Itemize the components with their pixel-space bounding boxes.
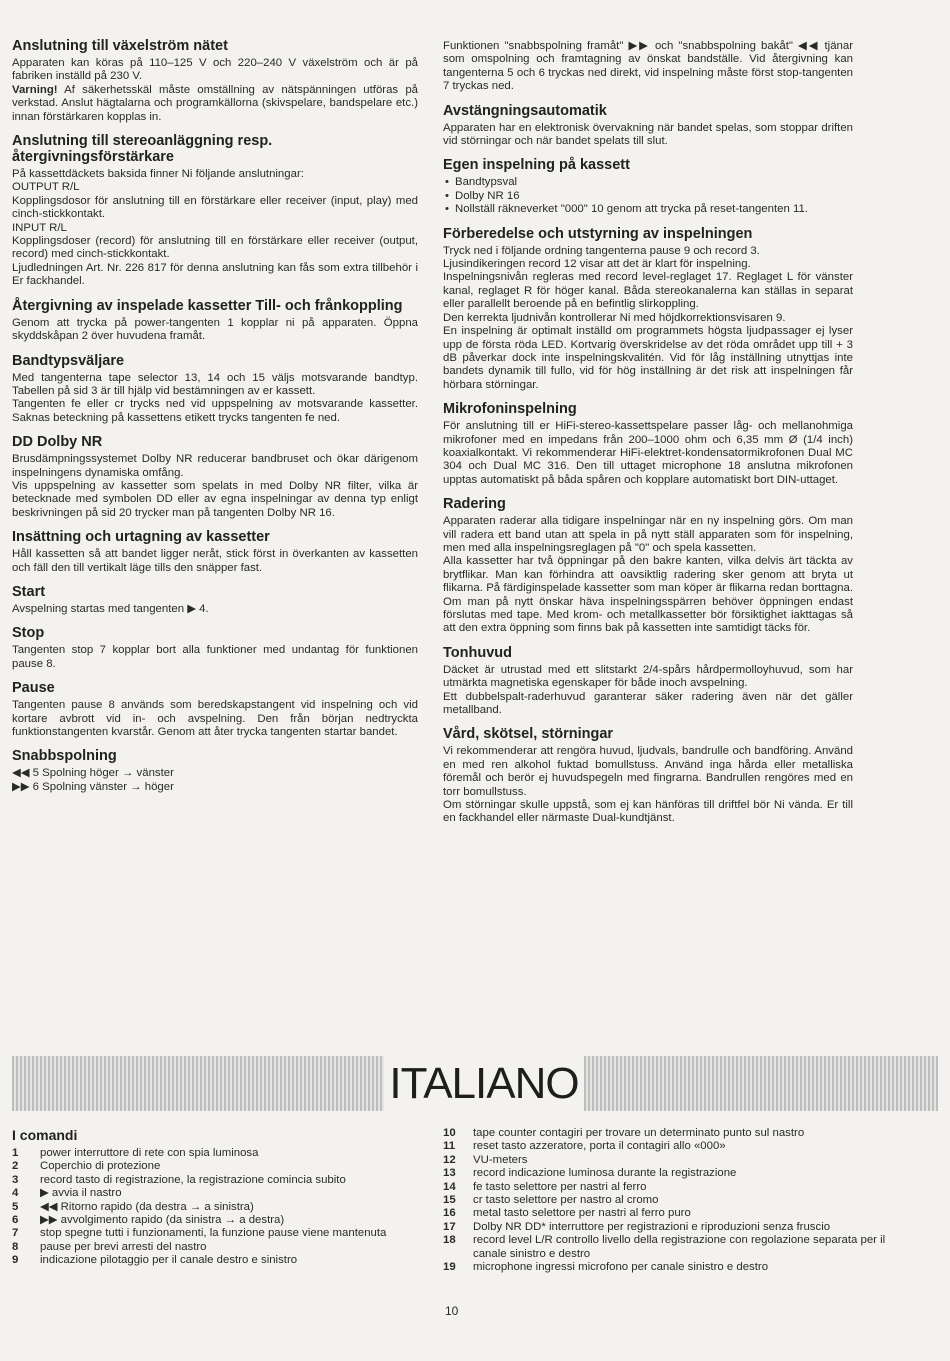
list-item: • Nollställ räkneverket "000" 10 genom att trycka på reset-tangenten 11. [443,203,853,216]
controls-items [12,1147,432,1268]
paragraph: INPUT R/L [12,221,67,234]
paragraph: Ljusindikeringen record 12 visar att det är klart för inspelning. [443,258,751,271]
section-title: Anslutning till stereoanläggning resp. återgivningsförstärkare [12,133,273,166]
left-column [12,38,418,794]
section-title: Vård, skötsel, störningar [443,726,614,743]
control-number: 1 [12,1147,19,1159]
controls-list-left [12,1127,432,1268]
paragraph: Vi rekommenderar att rengöra huvud, ljudvals, bandrulle och bandföring. Använd en med ren alkohol fuktad bomullstuss. Använd inga hårda eller metalliska föremål och berör ej huvudspegeln med fingrarna. Bandrullen rengöres med en torr bomullstuss. [443,745,853,798]
control-description: reset tasto azzeratore, porta il contagiri allo «000» [473,1140,726,1153]
control-description: Coperchio di protezione [40,1160,161,1173]
control-description: VU-meters [473,1153,528,1166]
controls-items [443,1127,893,1274]
control-item [443,1194,893,1207]
control-number: 18 [443,1234,456,1247]
section-title: Återgivning av inspelade kassetter Till- och frånkoppling [12,297,403,314]
section-title: Snabbspolning [12,748,117,765]
section-title: Anslutning till växelström nätet [12,38,228,54]
section-title: Avstängningsautomatik [443,102,607,119]
control-number: 9 [12,1254,19,1267]
section-title: Bandtypsväljare [12,352,125,369]
paragraph: Genom att trycka på power-tangenten 1 kopplar ni på apparaten. Öppna skyddskåpan 2 över huvudena framåt. [12,316,418,343]
paragraph: Kopplingsdoser (record) för anslutning till en förstärkare eller receiver (output, record) med cinch-stickkontakt. [12,235,418,261]
list-item: • Bandtypsval [443,176,853,189]
control-item [12,1160,432,1173]
warning-label: Varning! [12,83,58,96]
paragraph: Håll kassetten så att bandet ligger neråt, stick först in överkanten av kassetten och fäll den till vertikalt läge tills den snäpper fast. [12,548,418,574]
control-description: power interruttore di rete con spia luminosa [40,1147,259,1159]
control-description: ▶ avvia il nastro [40,1187,122,1200]
banner-title: ITALIANO [384,1056,584,1111]
paragraph: Tryck ned i följande ordning tangenterna pause 9 och record 3. [443,244,760,257]
control-description: metal tasto selettore per nastri al ferro puro [473,1207,691,1220]
control-item [443,1140,893,1153]
language-banner [12,1056,938,1111]
control-number: 11 [443,1140,456,1153]
section-title: Förberedelse och utstyrning av inspelningen [443,225,753,242]
control-number: 2 [12,1160,19,1173]
control-description: cr tasto selettore per nastro al cromo [473,1194,659,1207]
paragraph: Tangenten stop 7 kopplar bort alla funktioner med undantag för funktionen pause 8. [12,644,418,670]
paragraph: Ett dubbelspalt-raderhuvud garanterar säker radering även när det gäller metallband. [443,690,853,717]
control-number: 5 [12,1200,19,1213]
control-description: Dolby NR DD* interruttore per registrazioni e riproduzioni senza fruscio [473,1220,831,1233]
paragraph: Den kerrekta ljudnivån kontrollerar Ni med höjdkorrektionsvisaren 9. [443,311,786,324]
paragraph: Ljudledningen Art. Nr. 226 817 för denna anslutning kan fås som extra tillbehör i Er fackhandel. [12,261,418,288]
control-number: 3 [12,1173,19,1186]
section-title: Pause [12,680,55,697]
paragraph: Om störningar skulle uppstå, som ej kan hänföras till driftfel bör Ni vända. Er till en fackhandel eller närmaste Dual-kundtjänst. [443,799,853,825]
control-item [12,1241,432,1254]
paragraph: Kopplingsdosor för anslutning till en förstärkare eller receiver (input, play) med cinch-stickkontakt. [12,194,418,221]
control-item [443,1154,893,1167]
control-number: 19 [443,1261,456,1274]
paragraph: På kassettdäckets baksida finner Ni följande anslutningar: [12,168,304,181]
control-number: 17 [443,1220,456,1233]
paragraph: Avspelning startas med tangenten ▶ 4. [12,602,209,615]
paragraph: En inspelning är optimalt inställd om programmets högsta ljudpassager ej lyser upp de första röda LED. Kortvarig överskridelse av det röda området upp till + 3 dB påverkar dock inte inspelningskvalitén. Vid för låg inställning utnyttjas inte bandets dynamik till fullo, vid för hög inställning är det risk att inspelningen får hörbara störningar. [443,325,853,391]
paragraph: Inspelningsnivån regleras med record level-reglaget 17. Reglaget L för vänster kanal, reglaget R för höger kanal. Båda stereokanalerna kan ställas in separat eller parallellt beroende på en befintlig slirkoppling. [443,271,853,311]
control-item [443,1181,893,1194]
control-description: stop spegne tutti i funzionamenti, la funzione pause viene mantenuta [40,1227,387,1240]
paragraph: Däcket är utrustad med ett slitstarkt 2/4-spårs hårdpermolloyhuvud, som har utmärkta magnetiska egenskaper för både inoch avspelning. [443,663,853,690]
page-number: 10 [445,1304,459,1318]
control-number: 15 [443,1194,456,1207]
warning-paragraph [12,84,418,124]
control-number: 16 [443,1207,456,1220]
right-column [443,40,853,826]
control-item [443,1127,893,1140]
control-description: ◀◀ Ritorno rapido (da destra → a sinistra) [40,1200,254,1213]
controls-title: I comandi [12,1127,78,1143]
control-number: 13 [443,1167,456,1180]
control-item [443,1261,893,1274]
warning-text: Af säkerhetsskäl måste omställning av nätspänningen utföras på verkstad. Anslut hägtalarna och programkällorna (skivspelare, bandspelare etc.) innan förstärkaren kopplas in. [12,83,418,123]
control-item [443,1167,893,1180]
control-description: tape counter contagiri per trovare un determinato punto sul nastro [473,1127,805,1139]
control-description: indicazione pilotaggio per il canale destro e sinistro [40,1254,298,1267]
control-item [12,1227,432,1240]
section-title: Insättning och urtagning av kassetter [12,529,270,546]
control-number: 6 [12,1214,19,1227]
paragraph: Tangenten fe eller cr trycks ned vid uppspelning av motsvarande kassetter. Saknas beteckning på kassettens etikett trycks tangenten fe ned. [12,398,418,424]
controls-list-right [443,1127,893,1274]
section-title: Egen inspelning på kassett [443,157,630,174]
control-description: record indicazione luminosa durante la registrazione [473,1167,737,1180]
control-item [443,1221,893,1234]
paragraph: Tangenten pause 8 används som beredskapstangent vid inspelning och vid kortare avbrott vid in- och avspelning. Den från början nedtryckta funktionstangenten kvarstår. Genom att åter trycka tangenten startar bandet. [12,699,418,738]
paragraph: Vis uppspelning av kassetter som spelats in med Dolby NR filter, vilka är betecknade med symbolen DD eller av egna inspelningar av denna typ enligt beskrivningen på sid 20 trycker man på tangenten Dolby NR 16. [12,479,418,519]
control-number: 12 [443,1153,456,1166]
paragraph: Funktionen "snabbspolning framåt" ▶▶ och "snabbspolning bakåt" ◀◀ tjänar som omspolning och framtagning av önskat bandställe. Vid återgivning kan tangenterna 5 och 6 tryckas ned direkt, vid inspelning måste först stop-tangenten 7 tryckas ned. [443,40,853,93]
section-title: Start [12,583,46,600]
control-number: 7 [12,1227,19,1240]
control-item [443,1207,893,1220]
list-item: • Dolby NR 16 [443,190,853,203]
control-number: 4 [12,1187,19,1200]
paragraph: Apparaten kan köras på 110–125 V och 220–240 V växelström och är på fabriken inställd på 230 V. [12,57,418,83]
paragraph: Med tangenterna tape selector 13, 14 och 15 väljs motsvarande bandtyp. Tabellen på sid 3 är till hjälp vid bestämningen av er kassett. [12,371,418,397]
control-item [12,1187,432,1200]
bullet-list [443,176,853,216]
section-title: DD Dolby NR [12,434,103,451]
control-number: 8 [12,1240,19,1253]
paragraph: Brusdämpningssystemet Dolby NR reducerar bandbruset och ökar därigenom inspelningens dynamiska omfång. [12,453,418,479]
paragraph: Alla kassetter har två öppningar på den bakre kanten, vilka delvis ärt täckta av brytflikar. Man kan förhindra att oavsiktlig radering sker genom att bryta ut flikarna. På färdiginspelade kassetter som man köper är flikarna redan borttagna. Om man på nytt önskar häva inspelningsspärren behöver öppningen endast förslutas med tape. Med krom- och metallkassetter bör försiktighet iakttagas så att den extra öppning som finns bak på kassetten inte samtidigt täcks för. [443,555,853,635]
paragraph: ▶▶ 6 Spolning vänster → höger [12,780,174,793]
control-description: microphone ingressi microfono per canale sinistro e destro [473,1261,769,1274]
control-description: fe tasto selettore per nastri al ferro [473,1180,647,1193]
control-description: pause per brevi arresti del nastro [40,1240,207,1253]
control-description: record level L/R controllo livello della registrazione con regolazione separata per il canale sinistro e destro [473,1234,886,1260]
paragraph: ◀◀ 5 Spolning höger → vänster [12,767,174,780]
section-title: Mikrofoninspelning [443,401,577,418]
control-number: 10 [443,1127,456,1139]
paragraph: Apparaten har en elektronisk övervakning när bandet spelas, som stoppar driften vid störningar och när bandet spelats till slut. [443,121,853,148]
paragraph: OUTPUT R/L [12,181,80,194]
control-item [12,1214,432,1227]
paragraph: För anslutning till er HiFi-stereo-kassettspelare passer låg- och mellanohmiga mikrofoner med en impedans från 200–1000 ohm och 6,35 mm Ø (1/4 inch) koaxialkontakt. Vi rekommenderar HiFi-elektret-kondensatormikrofonen Dual MC 304 och Dual MC 316. Den till uttaget microphone 18 anslutna mikrofonen upptas automatiskt på båda spåren och kopplare automatiskt bort DIN-uttaget. [443,420,853,486]
paragraph: Apparaten raderar alla tidigare inspelningar när en ny inspelning görs. Om man vill radera ett band utan att spela in på nytt ställ apparaten som för inspelning, men med alla inspelningsreglagen på "0" och spela kassetten. [443,515,853,554]
control-item [12,1147,432,1160]
section-title: Stop [12,625,45,642]
section-title: Radering [443,496,506,513]
control-item [12,1254,432,1267]
control-item [12,1201,432,1214]
control-description: ▶▶ avvolgimento rapido (da sinistra → a destra) [40,1214,285,1227]
control-item [12,1174,432,1187]
control-item [443,1234,893,1261]
section-title: Tonhuvud [443,644,512,661]
control-description: record tasto di registrazione, la registrazione comincia subito [40,1173,346,1186]
control-number: 14 [443,1180,456,1193]
